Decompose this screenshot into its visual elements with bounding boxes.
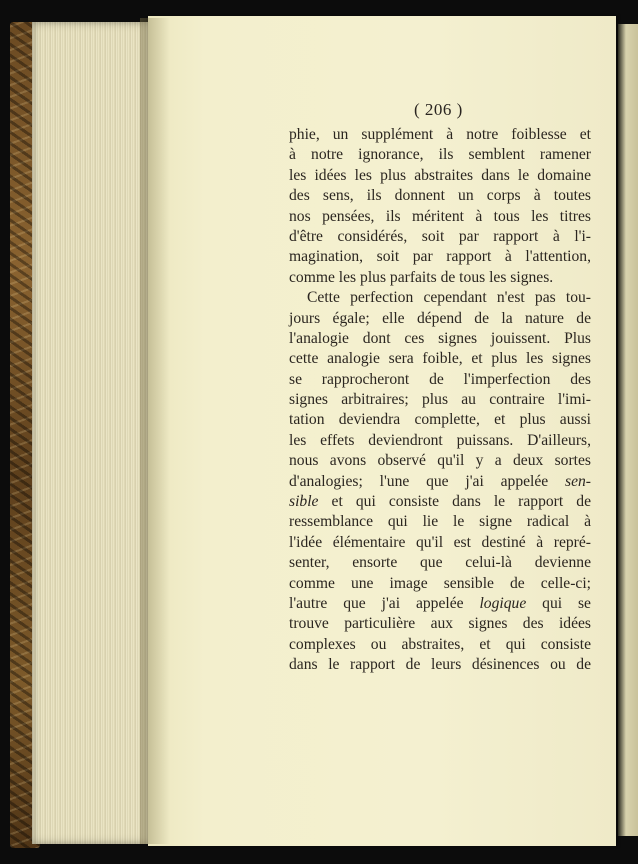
- body-text: [289, 125, 591, 676]
- text-line: sible et qui consiste dans le rapport de: [289, 493, 591, 511]
- text-line: jours égale; elle dépend de la nature de: [289, 309, 591, 327]
- text-line: nous avons observé qu'il y a deux sortes: [289, 452, 591, 470]
- text-line: des sens, ils donnent un corps à toutes: [289, 187, 591, 205]
- text-line: nos pensées, ils méritent à tous les titres: [289, 207, 591, 225]
- text-line: phie, un supplément à notre foiblesse et: [289, 126, 591, 143]
- text-line: comme une image sensible de celle-ci;: [289, 574, 591, 592]
- text-line: les effets deviendront puissans. D'ailleurs,: [289, 431, 591, 449]
- text-line: d'être considérés, soit par rapport à l'i-: [289, 227, 591, 245]
- gutter-shadow: [140, 18, 170, 844]
- text-line: magination, soit par rapport à l'attention,: [289, 248, 591, 266]
- adjacent-page-edge: [618, 24, 638, 836]
- page-edges: [32, 22, 154, 844]
- text-line: se rapprocheront de l'imperfection des: [289, 370, 591, 388]
- text-line: comme les plus parfaits de tous les signes.: [289, 268, 554, 286]
- text-line: tation deviendra complette, et plus aussi: [289, 411, 591, 429]
- text-line: à notre ignorance, ils semblent ramener: [289, 146, 591, 164]
- text-line: d'analogies; l'une que j'ai appelée sen-: [289, 472, 591, 490]
- page-number: ( 206 ): [414, 100, 463, 119]
- text-line: ressemblance qui lie le signe radical à: [289, 513, 591, 531]
- text-line: cette analogie sera foible, et plus les signes: [289, 350, 591, 368]
- text-line: complexes ou abstraites, et qui consiste: [289, 635, 591, 653]
- text-line: dans le rapport de leurs désinences ou de: [289, 656, 591, 674]
- text-line: trouve particulière aux signes des idées: [289, 615, 591, 633]
- text-line: Cette perfection cependant n'est pas tou-: [307, 289, 591, 307]
- text-line: l'autre que j'ai appelée logique qui se: [289, 594, 591, 612]
- text-line: senter, ensorte que celui-là devienne: [289, 554, 591, 572]
- text-line: signes arbitraires; plus au contraire l'imi-: [289, 391, 591, 409]
- text-line: l'analogie dont ces signes jouissent. Plus: [289, 329, 591, 347]
- text-line: l'idée élémentaire qu'il est destiné à repré-: [289, 533, 591, 551]
- text-line: les idées les plus abstraites dans le domaine: [289, 166, 591, 184]
